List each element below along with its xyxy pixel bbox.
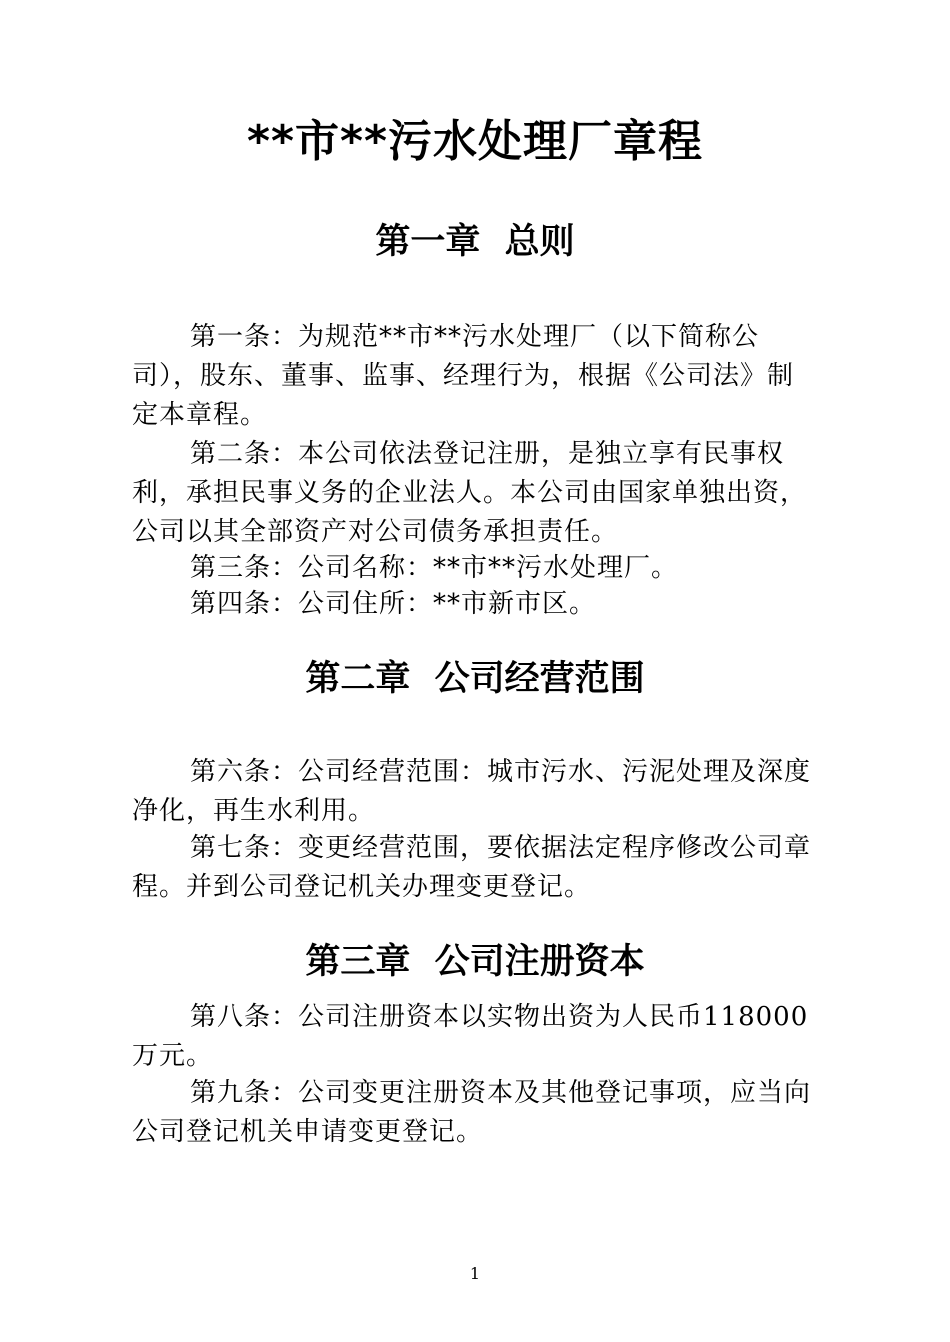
- page-number: 1: [469, 1264, 481, 1283]
- article-6: 第六条：公司经营范围：城市污水、污泥处理及深度净化，再生水利用。: [132, 757, 812, 826]
- chapter-2-heading: 第二章 公司经营范围: [305, 659, 645, 699]
- chapter-1-heading: 第一章 总则: [375, 222, 575, 262]
- article-9: 第九条：公司变更注册资本及其他登记事项，应当向公司登记机关申请变更登记。: [132, 1078, 812, 1147]
- article-2: 第二条：本公司依法登记注册，是独立享有民事权利，承担民事义务的企业法人。本公司由国家单独出资，公司以其全部资产对公司债务承担责任。: [132, 439, 808, 547]
- article-7: 第七条：变更经营范围，要依据法定程序修改公司章程。并到公司登记机关办理变更登记。: [132, 833, 812, 902]
- document-title: **市**污水处理厂章程: [246, 116, 704, 167]
- chapter-3-heading: 第三章 公司注册资本: [305, 942, 645, 982]
- article-4: 第四条：公司住所：**市新市区。: [190, 589, 597, 619]
- article-3: 第三条：公司名称：**市**污水处理厂。: [190, 553, 679, 583]
- article-1: 第一条：为规范**市**污水处理厂（以下简称公司），股东、董事、监事、经理行为，根据《公司法》制定本章程。: [132, 322, 795, 430]
- article-8: 第八条：公司注册资本以实物出资为人民币118000 万元。: [132, 1002, 809, 1071]
